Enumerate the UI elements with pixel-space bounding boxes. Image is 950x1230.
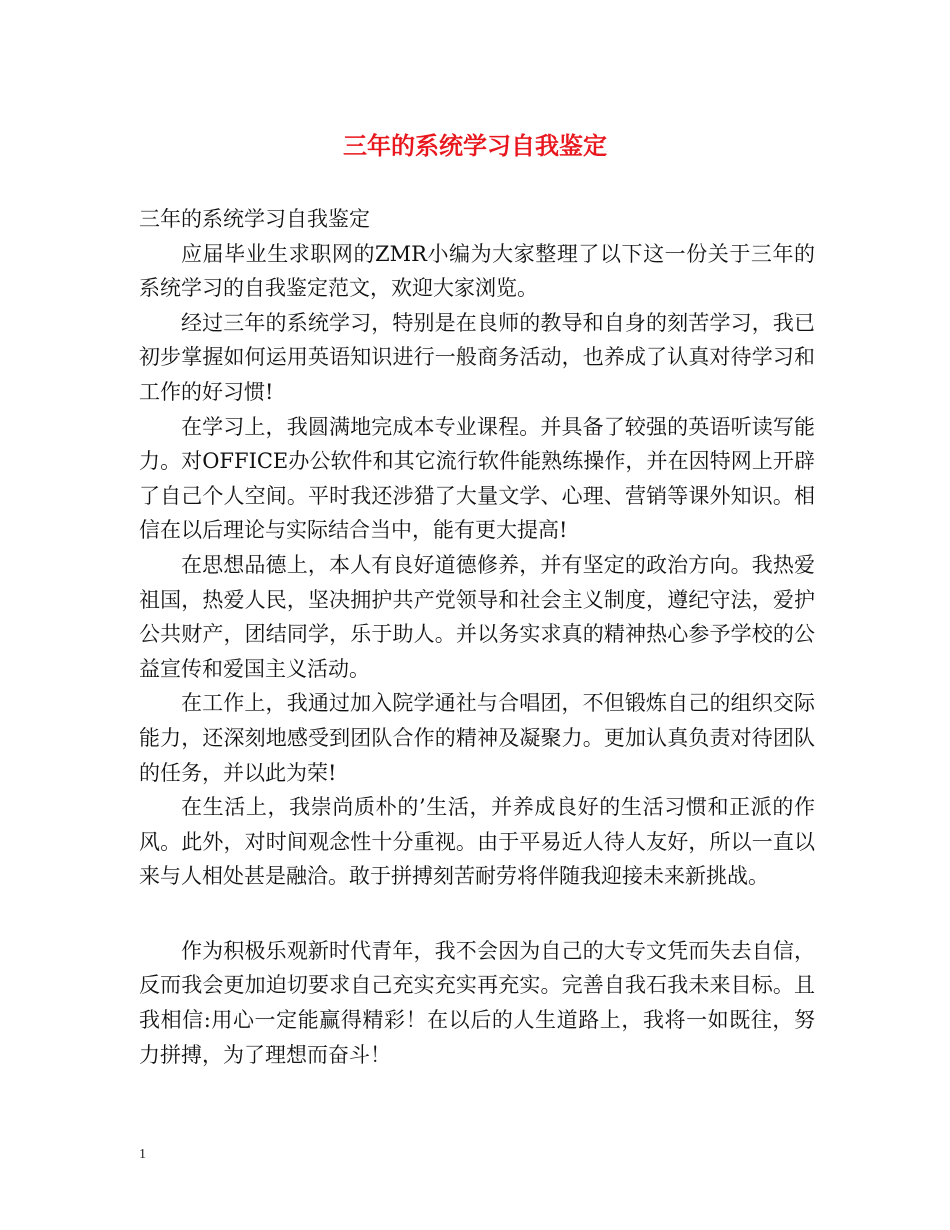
paragraph-life: 在生活上，我崇尚质朴的’生活，并养成良好的生活习惯和正派的作风。此外，对时间观念性十分重视。由于平易近人待人友好，所以一直以来与人相处甚是融洽。敢于拼搏刻苦耐劳将伴随我迎接未来新挑战。 [139,795,815,889]
paragraph-study: 在学习上，我圆满地完成本专业课程。并具备了较强的英语听读写能力。对OFFICE办公软件和其它流行软件能熟练操作，并在因特网上开辟了自己个人空间。平时我还涉猎了大量文学、心理、营销等课外知识。相信在以后理论与实际结合当中，能有更大提高! [139,414,815,543]
page-number: 1 [139,1147,146,1162]
paragraph-intro: 应届毕业生求职网的ZMR小编为大家整理了以下这一份关于三年的系统学习的自我鉴定范文，欢迎大家浏览。 [139,241,815,301]
document-body [139,202,815,1072]
paragraph-work: 在工作上，我通过加入院学通社与合唱团，不但锻炼自己的组织交际能力，还深刻地感受到团队合作的精神及凝聚力。更加认真负责对待团队的任务，并以此为荣! [139,691,815,785]
document-title: 三年的系统学习自我鉴定 [343,131,607,160]
document-subtitle: 三年的系统学习自我鉴定 [139,207,370,231]
paragraph-morality: 在思想品德上，本人有良好道德修养，并有坚定的政治方向。我热爱祖国，热爱人民，坚决拥护共产党领导和社会主义制度，遵纪守法，爱护公共财产，团结同学，乐于助人。并以务实求真的精神热心参予学校的公益宣传和爱国主义活动。 [139,552,815,681]
paragraph-summary: 经过三年的系统学习，特别是在良师的教导和自身的刻苦学习，我已初步掌握如何运用英语知识进行一般商务活动，也养成了认真对待学习和工作的好习惯! [139,310,815,404]
paragraph-conclusion: 作为积极乐观新时代青年，我不会因为自己的大专文凭而失去自信，反而我会更加迫切要求自己充实充实再充实。完善自我石我未来目标。且我相信:用心一定能赢得精彩！在以后的人生道路上，我将一如既往，努力拼搏，为了理想而奋斗！ [139,938,815,1067]
